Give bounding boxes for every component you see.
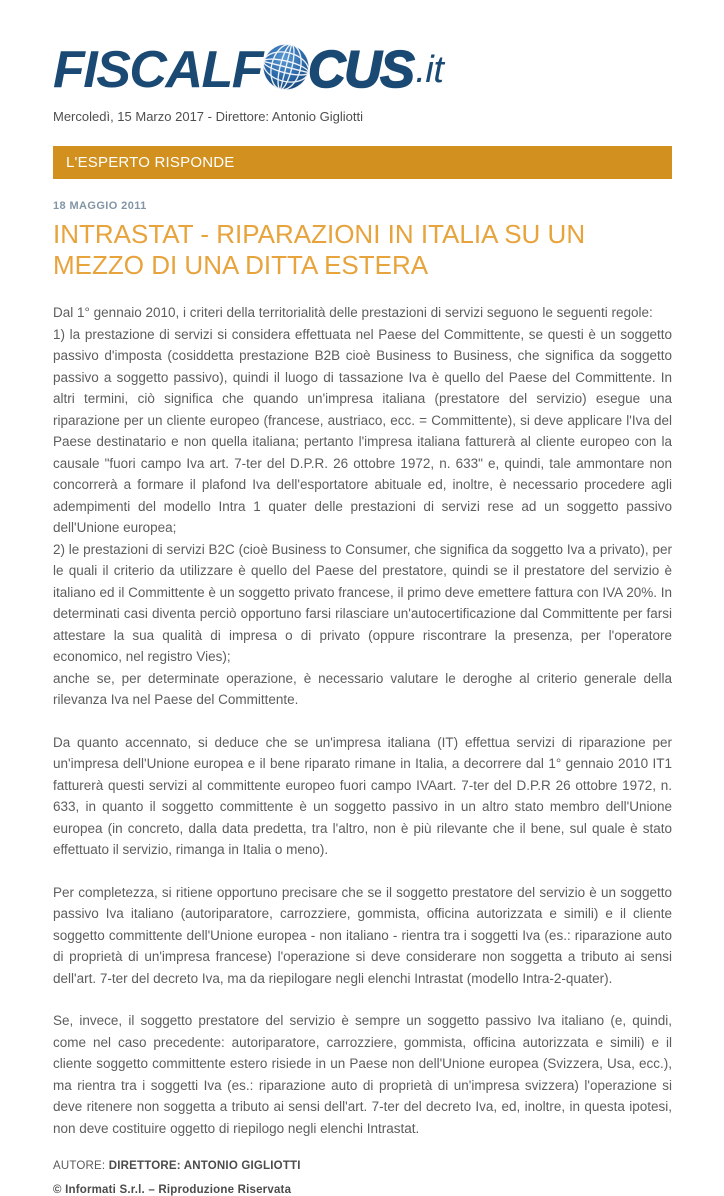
paragraph-text: 2) le prestazioni di servizi B2C (cioè Business to Consumer, che significa da soggetto Iva a privato), per le quali il criterio da utilizzare è quello del Paese del prestatore, quindi se il prestatore del servizio è italiano ed il Committente è un soggetto privato francese, il primo deve emettere fattura con IVA 20%. In determinati casi diventa perciò opportuno farsi rilasciare un'autocertificazione dal Committente per farsi attestare la sua qualità di impresa o di privato (oppure riscontrare la presenza, per l'operatore economico, nel registro Vies); (53, 541, 672, 664)
paragraph-text: Se, invece, il soggetto prestatore del servizio è sempre un soggetto passivo Iva italiano (e, quindi, come nel caso precedente: autoriparatore, carrozziere, gommista, officina autorizzata e simili) e il cliente soggetto committente estero risiede in un Paese non dell'Unione europea (Svizzera, Usa, ecc.), ma rientra tra i soggetti Iva (es.: riparazione auto di proprietà di un'impresa svizzera) l'operazione si deve ritenere non soggetta a tributo ai sensi dell'art. 7-ter del decreto Iva, ed, inoltre, in questa ipotesi, non deve costituire oggetto di riepilogo negli elenchi Intrastat. (53, 1013, 672, 1136)
paragraph-text: 1) la prestazione di servizi si considera effettuata nel Paese del Committente, se questi è un soggetto passivo d'imposta (cosiddetta prestazione B2B cioè Business to Business, che significa da soggetto passivo a soggetto passivo), quindi il luogo di tassazione Iva è quello del Paese del Committente. In altri termini, ciò significa che quando un'impresa italiana (prestatore del servizio) esegue una riparazione per un cliente europeo (francese, austriaco, ecc. = Committente), si deve applicare l'Iva del Paese destinatario e non quella italiana; pertanto l'impresa italiana fatturerà al cliente europeo con la causale "fuori campo Iva art. 7-ter del D.P.R. 26 ottobre 1972, n. 633" e, quindi, tale ammontare non concorrerà a formare il plafond Iva dell'esportatore abituale ed, inoltre, è necessario procedere agli adempimenti del modello Intra 1 quater delle prestazioni di servizi rese ad un soggetto passivo dell'Unione europea; (53, 326, 672, 535)
site-logo-text (53, 40, 443, 101)
author-name: DIRETTORE: ANTONIO GIGLIOTTI (108, 1160, 301, 1172)
article-paragraph (53, 732, 672, 861)
copyright-line: © Informati S.r.l. – Riproduzione Riservata (53, 1184, 292, 1196)
section-banner (53, 146, 672, 179)
globe-icon (261, 42, 311, 101)
site-tagline: Mercoledì, 15 Marzo 2017 - Direttore: Antonio Gigliotti (53, 109, 363, 124)
article-paragraph (53, 302, 672, 711)
author-label: AUTORE: (53, 1160, 106, 1172)
article-paragraph (53, 882, 672, 990)
author-line (53, 1160, 672, 1172)
paragraph-text: Per completezza, si ritiene opportuno precisare che se il soggetto prestatore del servizio è un soggetto passivo Iva italiano (autoriparatore, carrozziere, gommista, officina autorizzata e simili) e il cliente soggetto committente dell'Unione europea - non italiano - rientra tra i soggetti Iva (es.: riparazione auto di proprietà di un'impresa francese) l'operazione si deve considerare non soggetta a tributo ai sensi dell'art. 7-ter del decreto Iva, ma da riepilogare negli elenchi Intrastat (modello Intra-2-quater). (53, 884, 672, 986)
article-body (53, 302, 672, 1139)
logo-suffix: CUS (308, 41, 414, 99)
paragraph-text: Da quanto accennato, si deduce che se un'impresa italiana (IT) effettua servizi di riparazione per un'impresa dell'Unione europea e il bene riparato rimane in Italia, a decorrere dal 1° gennaio 2010 IT1 fatturerà questi servizi al committente europeo fuori campo IVAart. 7-ter del D.P.R 26 ottobre 1972, n. 633, in quanto il soggetto committente è un soggetto passivo in un altro stato membro dell'Unione europea (in concreto, dalla data predetta, tra l'altro, non è più rilevante che il bene, sul quale è stato effettuato il servizio, rimanga in Italia o meno). (53, 734, 672, 857)
article-date: 18 MAGGIO 2011 (53, 200, 147, 212)
paragraph-text: Dal 1° gennaio 2010, i criteri della territorialità delle prestazioni di servizi seguono le seguenti regole: (53, 305, 653, 320)
section-banner-label: L'ESPERTO RISPONDE (66, 154, 235, 171)
article-paragraph (53, 1010, 672, 1139)
logo-prefix: FISCALF (53, 41, 263, 99)
site-logo[interactable] (53, 40, 672, 100)
logo-tld: .it (415, 49, 444, 91)
article-footer (53, 1160, 672, 1196)
paragraph-text: anche se, per determinate operazione, è necessario valutare le deroghe al criterio generale della rilevanza Iva nel Paese del Committente. (53, 670, 672, 707)
article-title: INTRASTAT - RIPARAZIONI IN ITALIA SU UN MEZZO DI UNA DITTA ESTERA (53, 219, 586, 280)
